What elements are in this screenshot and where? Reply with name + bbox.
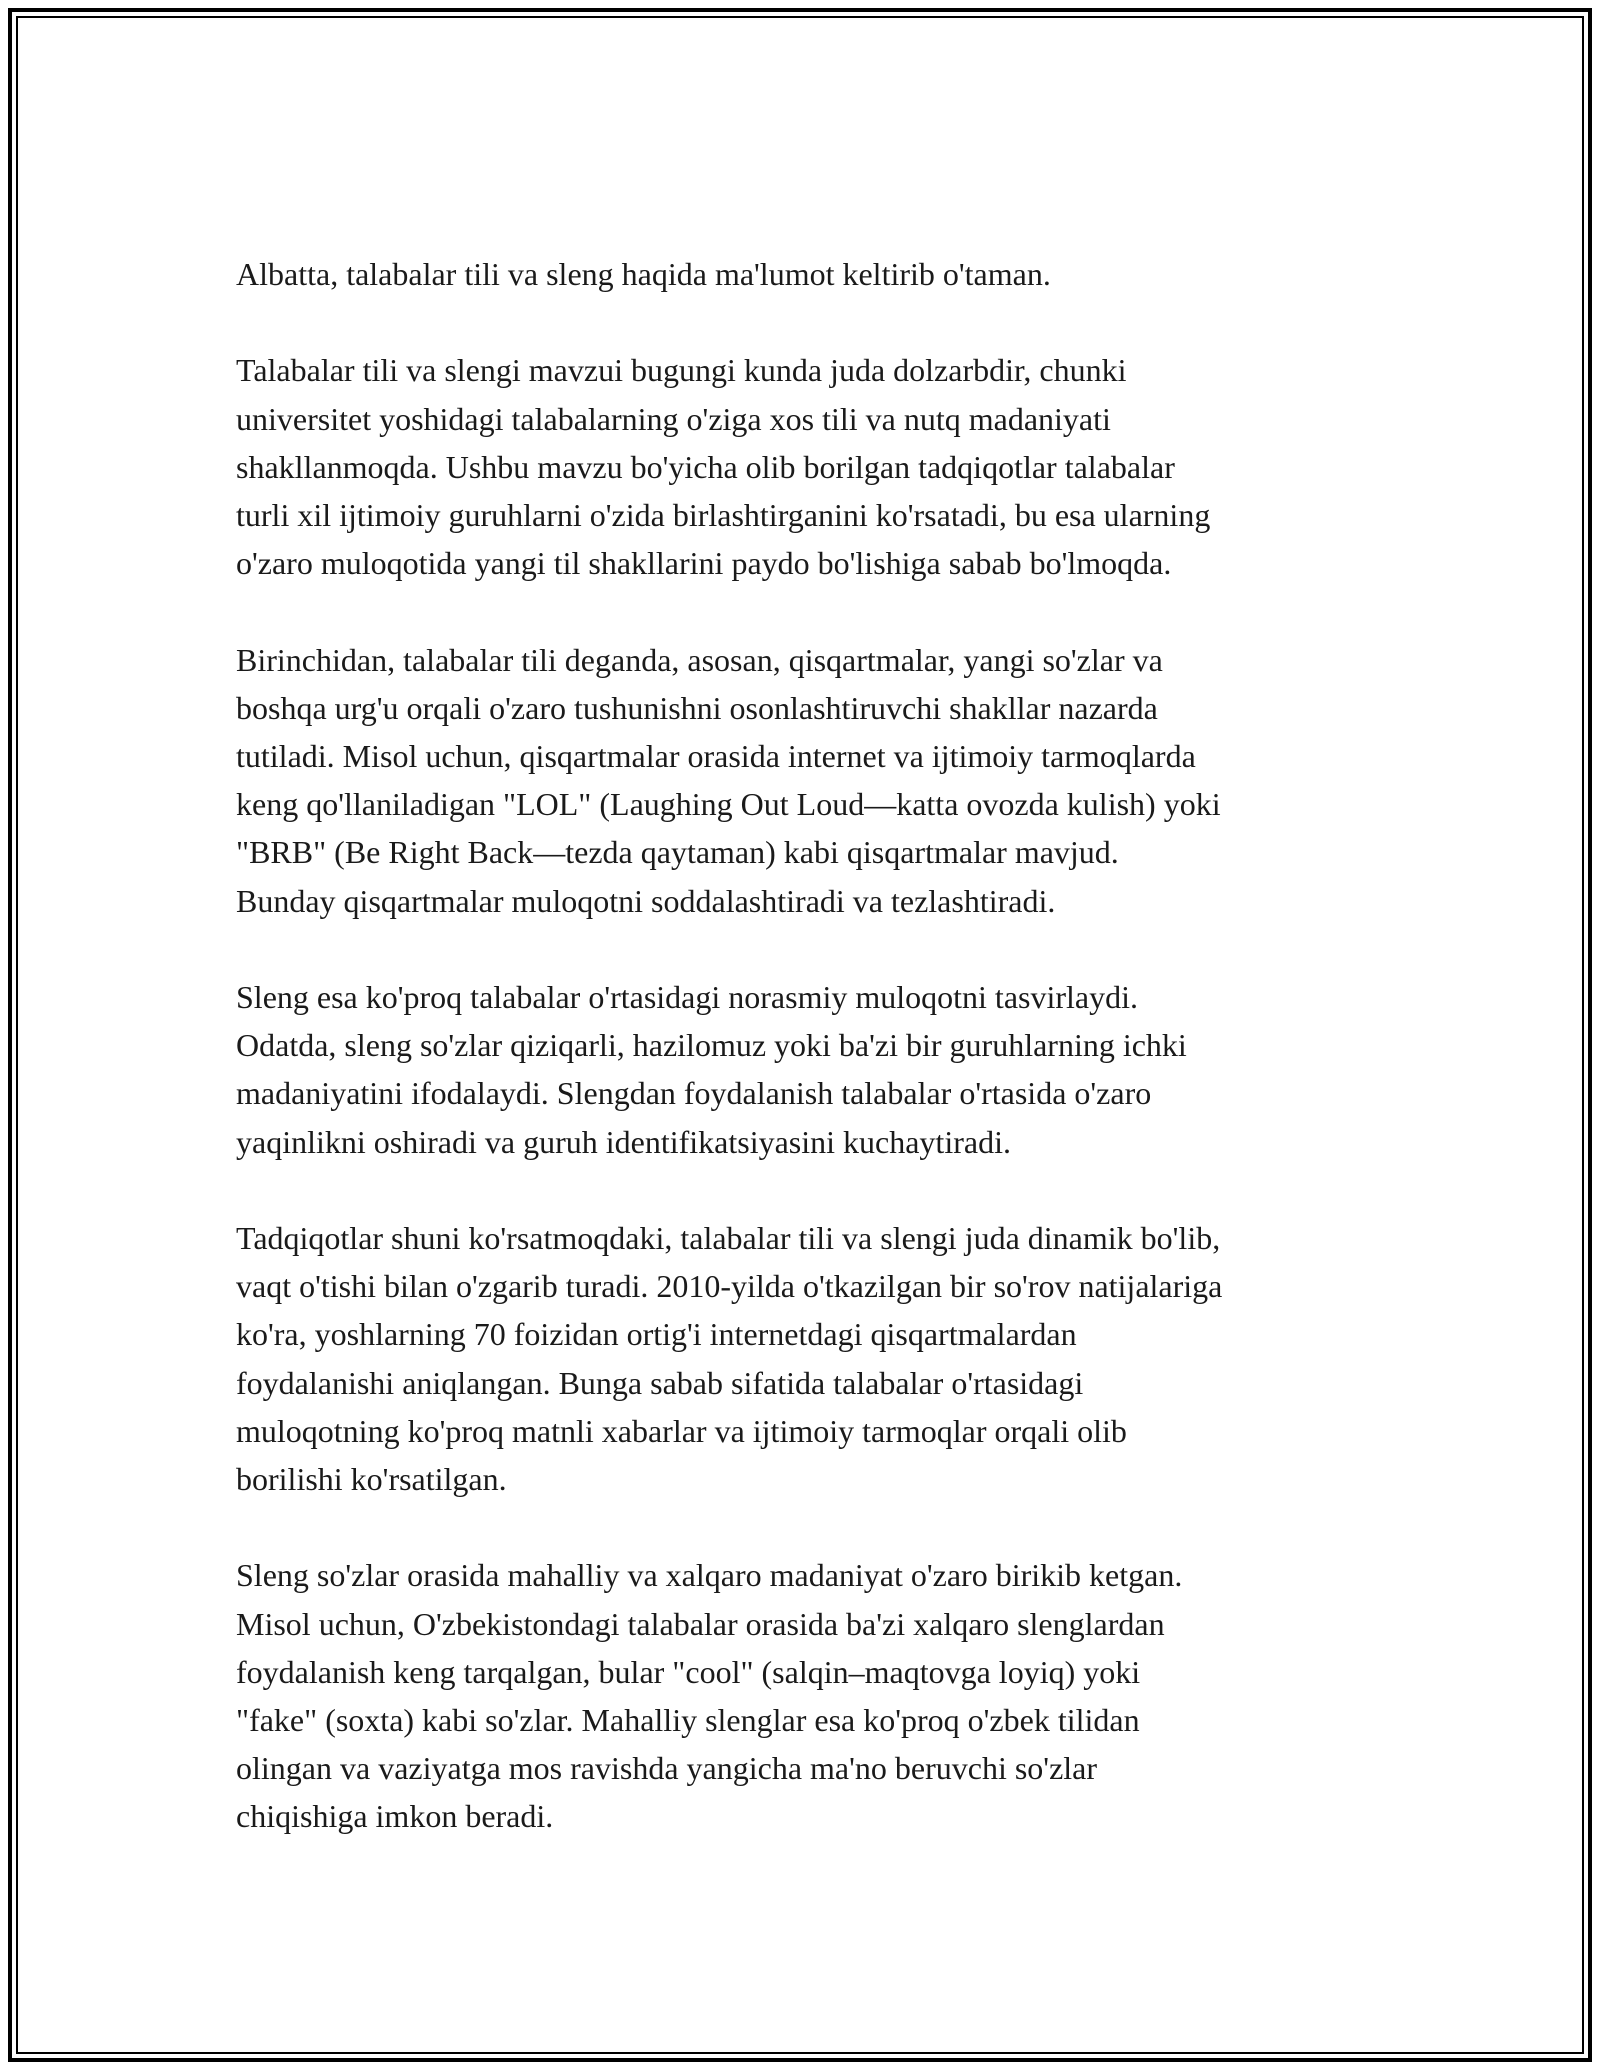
text-line: vaqt o'tishi bilan o'zgarib turadi. 2010-yilda o'tkazilgan bir so'rov natijalariga bbox=[236, 1268, 1223, 1305]
text-line: olingan va vaziyatga mos ravishda yangicha ma'no beruvchi so'zlar bbox=[236, 1750, 1098, 1787]
text-line: universitet yoshidagi talabalarning o'ziga xos tili va nutq madaniyati bbox=[236, 400, 1111, 437]
text-line: turli xil ijtimoiy guruhlarni o'zida birlashtirganini ko'rsatadi, bu esa ularning bbox=[236, 497, 1211, 533]
text-line: shakllanmoqda. Ushbu mavzu bo'yicha olib borilgan tadqiqotlar talabalar bbox=[236, 448, 1175, 485]
text-line: Birinchidan, talabalar tili deganda, asosan, qisqartmalar, yangi so'zlar va bbox=[236, 641, 1163, 678]
text-line: Sleng so'zlar orasida mahalliy va xalqaro madaniyat o'zaro birikib ketgan. bbox=[236, 1557, 1183, 1594]
paragraph-relevance bbox=[236, 346, 1406, 587]
text-line: Talabalar tili va slengi mavzui bugungi kunda juda dolzarbdir, chunki bbox=[236, 352, 1127, 389]
text-line: ko'ra, yoshlarning 70 foizidan ortig'i internetdagi qisqartmalardan bbox=[236, 1316, 1077, 1353]
text-line: Odatda, sleng so'zlar qiziqarli, hazilomuz yoki ba'zi bir guruhlarning ichki bbox=[236, 1027, 1187, 1064]
text-line: foydalanish keng tarqalgan, bular "cool" (salqin–maqtovga loyiq) yoki bbox=[236, 1653, 1141, 1690]
paragraph-abbreviations bbox=[236, 636, 1406, 925]
text-line: Bunday qisqartmalar muloqotni soddalashtiradi va tezlashtiradi. bbox=[236, 882, 1056, 919]
text-line: chiqishiga imkon beradi. bbox=[236, 1798, 554, 1835]
text-line: boshqa urg'u orqali o'zaro tushunishni osonlashtiruvchi shakllar nazarda bbox=[236, 689, 1158, 726]
paragraph-slang bbox=[236, 973, 1406, 1166]
text-line: o'zaro muloqotida yangi til shakllarini paydo bo'lishiga sabab bo'lmoqda. bbox=[236, 545, 1172, 582]
text-line: Sleng esa ko'proq talabalar o'rtasidagi norasmiy muloqotni tasvirlaydi. bbox=[236, 979, 1138, 1015]
text-line: tutiladi. Misol uchun, qisqartmalar orasida internet va ijtimoiy tarmoqlarda bbox=[236, 738, 1196, 774]
text-line: "fake" (soxta) kabi so'zlar. Mahalliy slenglar esa ko'proq o'zbek tilidan bbox=[236, 1702, 1140, 1739]
text-line: muloqotning ko'proq matnli xabarlar va ijtimoiy tarmoqlar orqali olib bbox=[236, 1412, 1127, 1449]
document-body bbox=[236, 250, 1406, 1889]
paragraph-local-international bbox=[236, 1551, 1406, 1840]
text-line: Tadqiqotlar shuni ko'rsatmoqdaki, talabalar tili va slengi juda dinamik bo'lib, bbox=[236, 1220, 1221, 1256]
text-line: foydalanishi aniqlangan. Bunga sabab sifatida talabalar o'rtasidagi bbox=[236, 1364, 1084, 1401]
text-line: keng qo'llaniladigan "LOL" (Laughing Out Loud—katta ovozda kulish) yoki bbox=[236, 786, 1221, 823]
paragraph-research bbox=[236, 1214, 1406, 1503]
text-line: yaqinlikni oshiradi va guruh identifikatsiyasini kuchaytiradi. bbox=[236, 1123, 1011, 1160]
text-line: madaniyatini ifodalaydi. Slengdan foydalanish talabalar o'rtasida o'zaro bbox=[236, 1075, 1152, 1112]
text-line: borilishi ko'rsatilgan. bbox=[236, 1461, 507, 1498]
paragraph-intro bbox=[236, 250, 1406, 298]
text-line: "BRB" (Be Right Back—tezda qaytaman) kabi qisqartmalar mavjud. bbox=[236, 834, 1119, 871]
text-line: Albatta, talabalar tili va sleng haqida ma'lumot keltirib o'taman. bbox=[236, 256, 1051, 292]
text-line: Misol uchun, O'zbekistondagi talabalar orasida ba'zi xalqaro slenglardan bbox=[236, 1605, 1165, 1642]
